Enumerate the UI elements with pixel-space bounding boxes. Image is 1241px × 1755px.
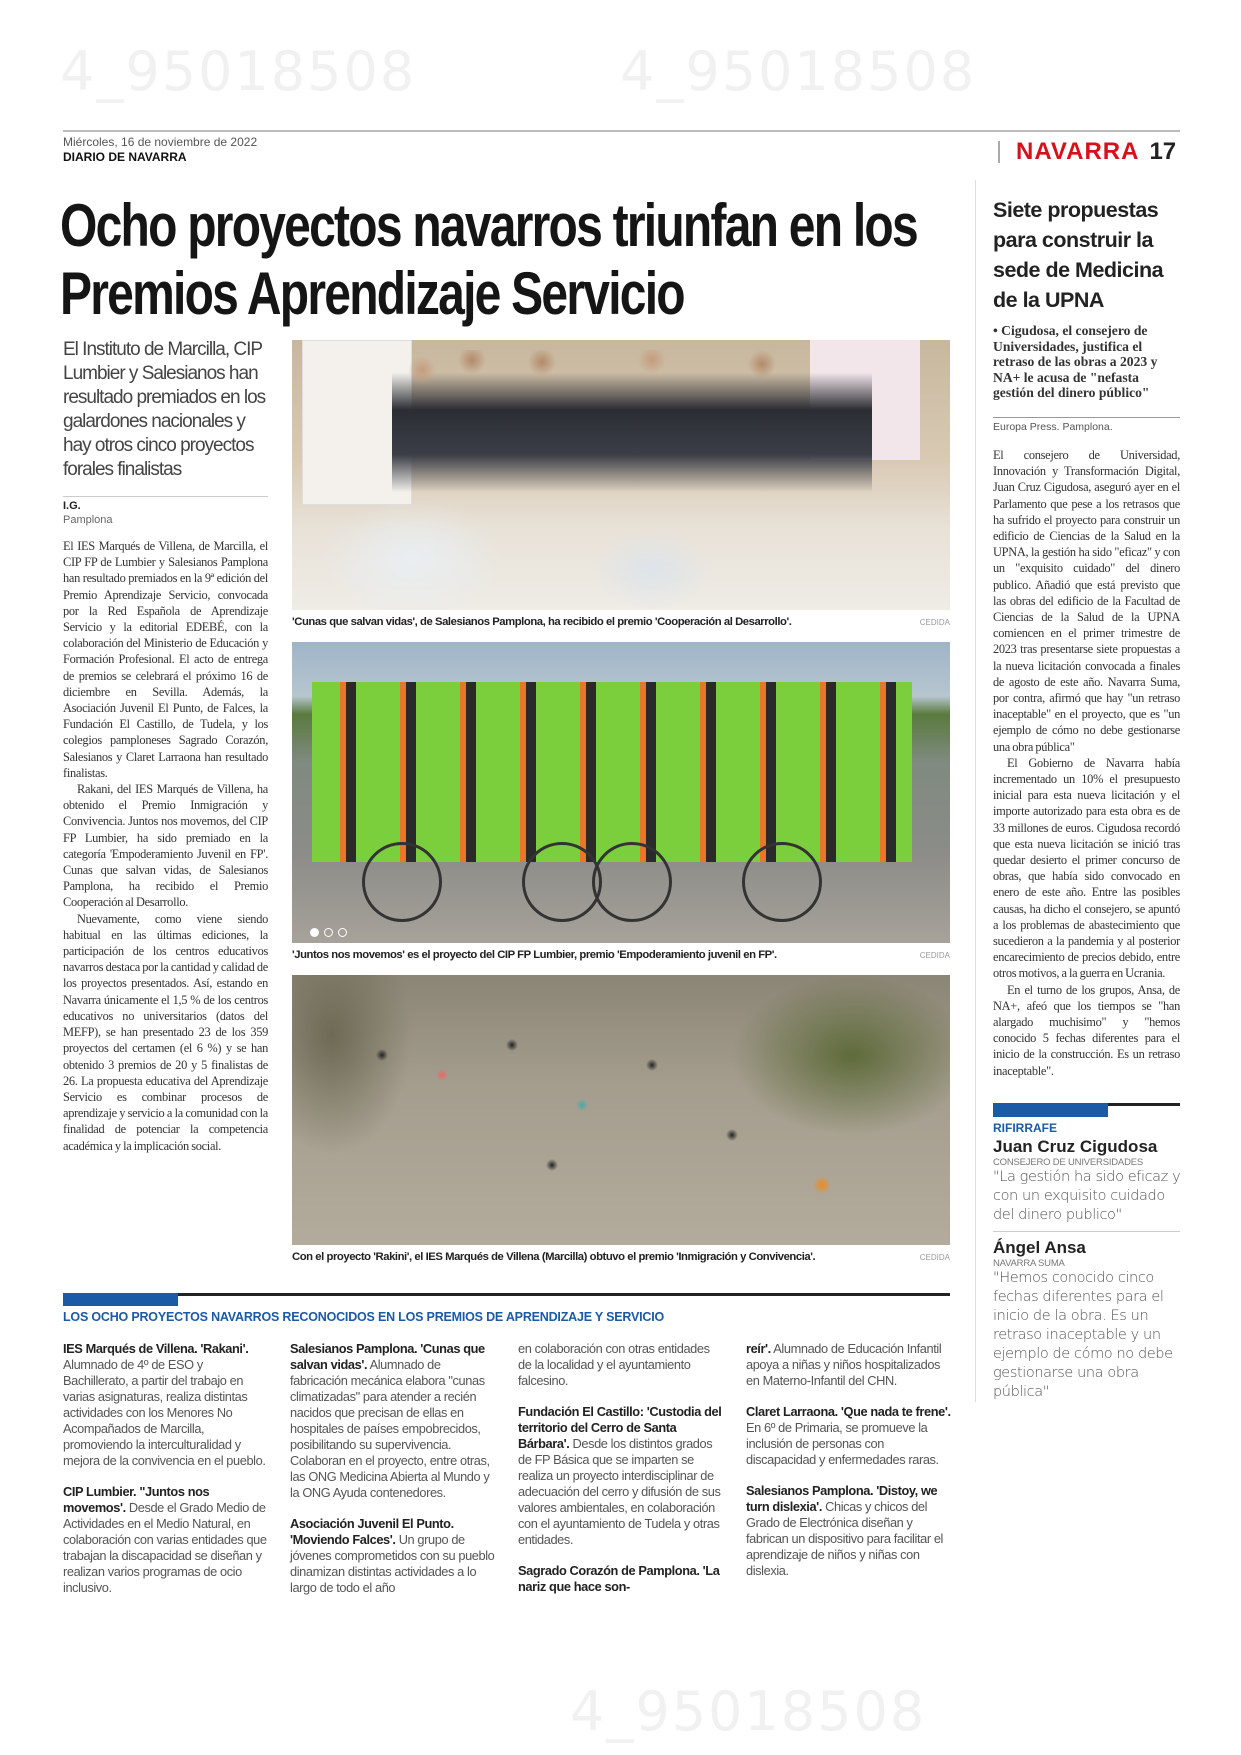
issue-date: Miércoles, 16 de noviembre de 2022: [63, 135, 258, 149]
project-description: Desde el Grado Medio de Actividades en el Medio Natural, en colaboración con varias entidades que trabajan la discapacidad se diseñan y realizan varios programas de ocio inclusivo.: [63, 1500, 267, 1595]
section-header: [998, 138, 1176, 166]
header-rule: [63, 130, 1180, 132]
speaker-role: CONSEJERO DE UNIVERSIDADES: [993, 1156, 1143, 1168]
side-byline: Europa Press. Pamplona.: [993, 420, 1113, 433]
project-title: Claret Larraona. 'Que nada te frene'.: [746, 1404, 951, 1419]
carousel-dots[interactable]: [310, 928, 347, 937]
project-title: Asociación Juvenil El Punto. 'Moviendo Falces'.: [290, 1516, 454, 1547]
photo-credit: CEDIDA: [919, 1253, 950, 1262]
project-title: IES Marqués de Villena. 'Rakani'.: [63, 1341, 249, 1356]
rifirrafe-label: RIFIRRAFE: [993, 1120, 1057, 1135]
newspaper-name: DIARIO DE NAVARRA: [63, 150, 187, 164]
paragraph: Rakani, del IES Marqués de Villena, ha obtenido el Premio Inmigración y Convivencia. Juntos nos movemos, del CIP FP Lumbier, ha sido premiado en la categoría 'Empoderamiento Juvenil en FP'. Cunas que salvan vidas, de Salesianos Pamplona, ha recibido el Premio Cooperación al Desarrollo.: [63, 782, 268, 910]
carousel-dot[interactable]: [324, 928, 333, 937]
subtitle: El Instituto de Marcilla, CIP Lumbier y Salesianos han resultado premiados en los galardones nacionales y hay otros cinco proyectos forales finalistas: [63, 339, 266, 480]
speaker-name: Ángel Ansa: [993, 1237, 1086, 1257]
project-description: Chicas y chicos del Grado de Electrónica diseñan y fabrican un dispositivo para facilitar el aprendizaje de niños y niñas con dislexia.: [746, 1499, 943, 1578]
project-description: Alumnado de fabricación mecánica elabora "cunas climatizadas" para atender a recién nacidos que precisan de ellas en hospitales de países empobrecidos, posibilitando su supervivencia. Colaboran en el proyecto, entre otras, las ONG Medicina Abierta al Mundo y la ONG Ayuda contenedores.: [290, 1357, 490, 1500]
speaker-name: Juan Cruz Cigudosa: [993, 1136, 1158, 1156]
paragraph: El IES Marqués de Villena, de Marcilla, el CIP FP de Lumbier y Salesianos Pamplona han resultado premiados en la 9ª edición del Premio Aprendizaje Servicio, convocada por la Red Española de Aprendizaje Servicio y la editorial EDEBÉ, con la colaboración del Ministerio de Educación y Formación Profesional. El acto de entrega de premios se celebrará el próximo 16 de diciembre en Sevilla. Además, la Asociación Juvenil El Punto, de Falces, la Fundación El Castillo, de Tudela, y los colegios pamploneses Sagrado Corazón, Salesianos y Claret Larraona han resultado finalistas.: [63, 539, 268, 780]
carousel-dot[interactable]: [338, 928, 347, 937]
project-item: [290, 1341, 498, 1501]
photo-group: [392, 350, 872, 500]
carousel-dot[interactable]: [310, 928, 319, 937]
box-title: LOS OCHO PROYECTOS NAVARROS RECONOCIDOS EN LOS PREMIOS DE APRENDIZAJE Y SERVICIO: [63, 1310, 664, 1324]
box-column: [746, 1341, 954, 1594]
bike-wheel: [742, 842, 822, 922]
bike-wheel: [522, 842, 602, 922]
divider: [63, 496, 268, 497]
caption-text: 'Juntos nos movemos' es el proyecto del CIP FP Lumbier, premio 'Empoderamiento juvenil en FP'.: [292, 949, 777, 961]
rifirrafe-quote-block: [993, 1238, 1183, 1402]
photo-juntos: [292, 642, 950, 943]
project-description: en colaboración con otras entidades de la localidad y el ayuntamiento falcesino.: [518, 1341, 710, 1388]
dateline-city: Pamplona: [63, 514, 113, 526]
speaker-role: NAVARRA SUMA: [993, 1257, 1065, 1269]
box-column: [63, 1341, 271, 1611]
caption-text: 'Cunas que salvan vidas', de Salesianos Pamplona, ha recibido el premio 'Cooperación al Desarrollo'.: [292, 616, 792, 628]
bike-wheel: [362, 842, 442, 922]
side-headline: Siete propuestas para construir la sede de Medicina de la UPNA: [993, 198, 1164, 312]
divider: [993, 417, 1180, 418]
side-deck: • Cigudosa, el consejero de Universidades, justifica el retraso de las obras a 2023 y NA+ le acusa de "nefasta gestión del dinero público": [993, 323, 1158, 401]
box-column: [518, 1341, 726, 1610]
main-article-column: [63, 338, 268, 1154]
photo-caption: [292, 1251, 950, 1263]
paragraph: En el turno de los grupos, Ansa, de NA+, afeó que los tiempos se "han alargado muchisimo" y "hemos conocido 5 fechas diferentes para el inicio de la construcción. Es un retraso inaceptable".: [993, 982, 1180, 1078]
box-rule: [63, 1293, 950, 1296]
photo-caption: [292, 616, 950, 628]
caption-text: Con el proyecto 'Rakini', el IES Marqués de Villena (Marcilla) obtuvo el premio 'Inmigración y Convivencia'.: [292, 1251, 816, 1263]
divider: [993, 1231, 1180, 1232]
main-headline: Ocho proyectos navarros triunfan en los Premios Aprendizaje Servicio: [60, 192, 917, 327]
project-item: [746, 1404, 954, 1468]
watermark: 4_95018508: [570, 1680, 927, 1743]
photo-group: [352, 1015, 872, 1215]
watermark: 4_95018508: [620, 40, 977, 103]
side-article-column: [993, 195, 1183, 1402]
author: I.G.: [63, 500, 81, 512]
main-article-body: [63, 538, 268, 1154]
project-title: Salesianos Pamplona. 'Cunas que salvan vidas'.: [290, 1341, 485, 1372]
project-title: Sagrado Corazón de Pamplona. 'La nariz que hace son-: [518, 1563, 720, 1594]
project-title: reír'.: [746, 1341, 771, 1356]
photo-credit: CEDIDA: [919, 618, 950, 627]
photo-group: [312, 682, 912, 862]
rifirrafe: [993, 1103, 1183, 1402]
divider: [998, 141, 1000, 163]
box-column: [290, 1341, 498, 1611]
project-item: [746, 1483, 954, 1579]
watermark: 4_95018508: [60, 40, 417, 103]
project-item: [290, 1516, 498, 1596]
quote: "La gestión ha sido eficaz y con un exquisito cuidado del dinero publico": [993, 1168, 1181, 1223]
rifirrafe-accent: [993, 1103, 1108, 1117]
project-description: Un grupo de jóvenes comprometidos con su pueblo dinamizan distintas actividades a lo largo de todo el año: [290, 1532, 495, 1595]
project-title: Salesianos Pamplona. 'Distoy, we turn dislexia'.: [746, 1483, 938, 1514]
project-item: [518, 1563, 726, 1595]
rifirrafe-quote-block: [993, 1137, 1183, 1225]
project-title: Fundación El Castillo: 'Custodia del territorio del Cerro de Santa Bárbara'.: [518, 1404, 722, 1451]
photo-cunas: [292, 340, 950, 610]
paragraph: Nuevamente, como viene siendo habitual en las últimas ediciones, la participación de los centros educativos navarros destaca por la cantidad y calidad de los proyectos presentados. Así, estando en Navarra únicamente el 1,5 % de los centros educativos no universitarios (datos del MEFP), se han presentado 23 de los 359 proyectos del certamen (el 6 %) y se han obtenido 3 premios de 20 y 5 finalistas de 26. La propuesta educativa del Aprendizaje Servicio es combinar procesos de aprendizaje y servicio a la comunidad con la finalidad de potenciar la competencia académica y la implicación social.: [63, 911, 268, 1153]
project-description: Desde los distintos grados de FP Básica que se imparten se realiza un proyecto interdisciplinar de adecuación del cerro y difusión de sus valores ambientales, en colaboración con el ayuntamiento de Tudela y otras entidades.: [518, 1436, 721, 1547]
section-name: NAVARRA: [1016, 138, 1140, 165]
project-title: CIP Lumbier. "Juntos nos movemos'.: [63, 1484, 210, 1515]
project-description: Alumnado de Educación Infantil apoya a niñas y niños hospitalizados en Materno-Infantil del CHN.: [746, 1341, 942, 1388]
page-number: 17: [1149, 138, 1177, 165]
photo-rakini: [292, 975, 950, 1245]
project-item: [518, 1404, 726, 1548]
projects-box: [63, 1293, 950, 1611]
bike-wheel: [592, 842, 672, 922]
paragraph: El Gobierno de Navarra había incrementado un 10% el presupuesto inicial para esta nueva licitación y el importe autorizado para esta obra es de 33 millones de euros. Cigudosa recordó que esta nueva licitación se inició tras quedar desierto el primer concurso de obras, que había sido convocado en enero de este año. Entre las posibles causas, ha dicho el consejero, se apuntó a los problemas de abastecimiento que sucedieron a la pandemia y al posterior encarecimiento de precios debido, entre otros motivos, a la guerra en Ucrania.: [993, 755, 1180, 981]
project-description: En 6º de Primaria, se promueve la inclusión de personas con discapacidad y enfermedades raras.: [746, 1420, 939, 1467]
quote: "Hemos conocido cinco fechas diferentes para el inicio de la obra. Es un retraso inaceptable y un ejemplo de cómo no debe gestionarse una obra pública": [993, 1269, 1173, 1400]
side-article-body: [993, 447, 1180, 1079]
column-divider: [975, 180, 976, 1402]
box-accent: [63, 1293, 178, 1306]
project-item: [518, 1341, 726, 1389]
project-item: [746, 1341, 954, 1389]
project-item: [63, 1341, 271, 1469]
project-item: [63, 1484, 271, 1596]
project-description: Alumnado de 4º de ESO y Bachillerato, a partir del trabajo en varias asignaturas, realiza distintas actividades con los Menores No Acompañados de Marcilla, promoviendo la interculturalidad y mejora de la convivencia en el pueblo.: [63, 1357, 266, 1468]
photo-caption: [292, 949, 950, 961]
photo-credit: CEDIDA: [919, 951, 950, 960]
paragraph: El consejero de Universidad, Innovación y Transformación Digital, Juan Cruz Cigudosa, aseguró ayer en el Parlamento que pese a los retrasos que ha sufrido el proyecto para construir un edificio de Ciencias de la Salud en la UPNA, la gestión ha sido "eficaz" y con un "exquisito cuidado" del dinero publico. Añadió que está previsto que las obras del edificio de la Facultad de Ciencias de la Salud de la UPNA comiencen en el primer trimestre de 2023 tras presentarse siete propuestas a la nueva licitación convocada a finales de agosto de este año. Navarra Suma, por contra, afirmó que hay "un retraso inaceptable" en el proyecto, que es "un ejemplo de cómo no debe gestionarse una obra pública": [993, 447, 1180, 754]
box-columns: [63, 1341, 950, 1611]
